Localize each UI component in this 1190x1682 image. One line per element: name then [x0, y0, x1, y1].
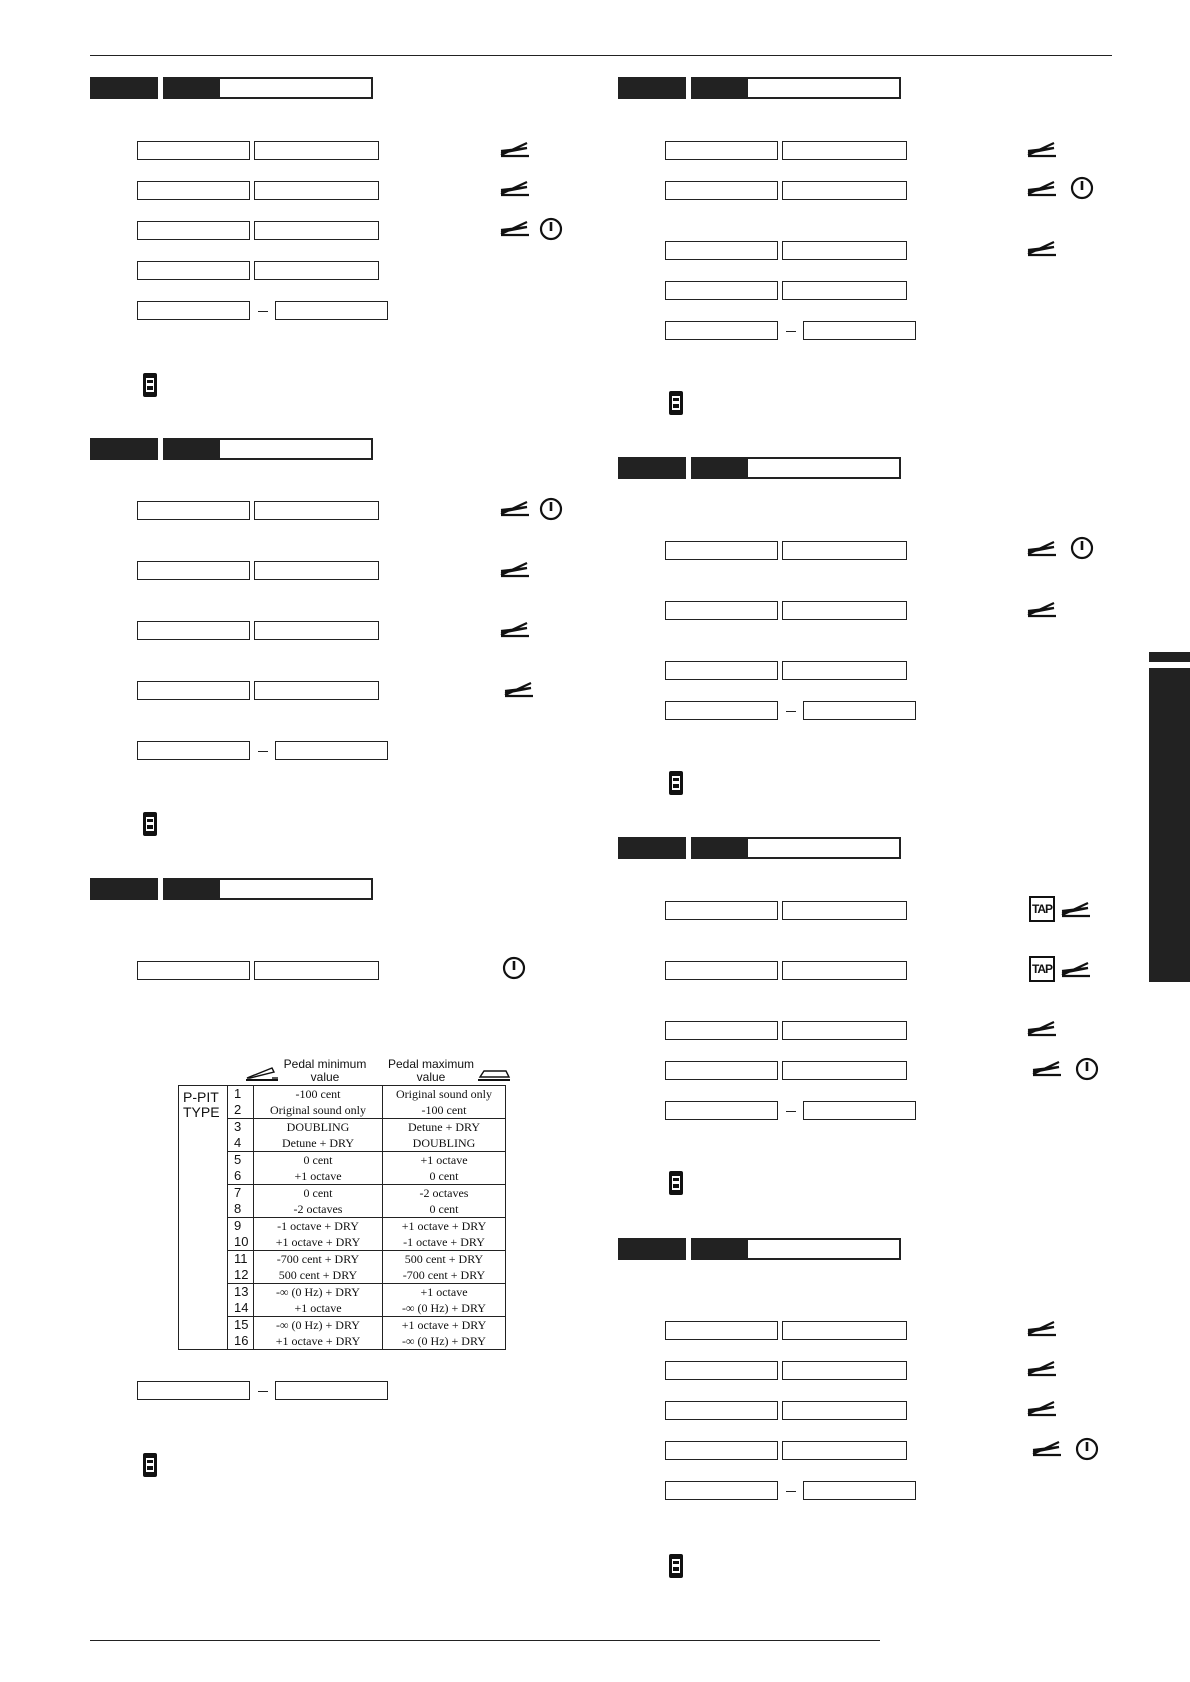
- range-max-box: [803, 1101, 916, 1120]
- table-row: [179, 1218, 506, 1251]
- table-row: [179, 1251, 506, 1284]
- param-box: [137, 141, 250, 160]
- param-box: [665, 1321, 778, 1340]
- range-min-box: [665, 321, 778, 340]
- range-dash: [258, 1391, 268, 1392]
- pedal-control-icon: [499, 140, 531, 158]
- param-box: [665, 1441, 778, 1460]
- table-min-cell: -700 cent + DRY 500 cent + DRY: [254, 1251, 383, 1284]
- side-index-tab: [1149, 668, 1190, 982]
- param-value-box: [782, 1061, 907, 1080]
- table-min-cell: -∞ (0 Hz) + DRY +1 octave + DRY: [254, 1317, 383, 1350]
- table-max-cell: +1 octave + DRY -∞ (0 Hz) + DRY: [383, 1317, 506, 1350]
- param-value-box: [782, 1321, 907, 1340]
- param-box: [137, 501, 250, 520]
- param-box: [137, 961, 250, 980]
- pedal-control-icon: [1031, 1439, 1063, 1457]
- footswitch-icon: [141, 811, 159, 837]
- pedal-control-icon: [1026, 1399, 1058, 1417]
- pedal-heel-down-icon: [244, 1064, 280, 1082]
- footswitch-icon: [667, 390, 685, 416]
- table-max-cell: +1 octave 0 cent: [383, 1152, 506, 1185]
- pedal-control-icon: [499, 499, 531, 517]
- param-value-box: [254, 681, 379, 700]
- pedal-control-icon: [1060, 900, 1092, 918]
- range-max-box: [275, 741, 388, 760]
- table-max-cell: +1 octave + DRY -1 octave + DRY: [383, 1218, 506, 1251]
- range-dash: [258, 751, 268, 752]
- range-max-box: [803, 701, 916, 720]
- pedal-control-icon: [1060, 960, 1092, 978]
- param-box: [665, 901, 778, 920]
- param-box: [665, 281, 778, 300]
- param-box: [665, 241, 778, 260]
- pedal-control-icon: [499, 560, 531, 578]
- footswitch-icon: [141, 372, 159, 398]
- param-value-box: [782, 1021, 907, 1040]
- range-dash: [786, 331, 796, 332]
- param-value-box: [782, 601, 907, 620]
- param-box: [665, 181, 778, 200]
- param-value-box: [782, 1441, 907, 1460]
- param-value-box: [782, 901, 907, 920]
- pedal-control-icon: [499, 219, 531, 237]
- param-value-box: [782, 541, 907, 560]
- param-box: [665, 661, 778, 680]
- range-dash: [786, 1111, 796, 1112]
- pedal-control-icon: [503, 680, 535, 698]
- table-min-cell: 0 cent -2 octaves: [254, 1185, 383, 1218]
- param-value-box: [782, 181, 907, 200]
- param-box: [665, 541, 778, 560]
- param-box: [665, 1061, 778, 1080]
- table-max-cell: 500 cent + DRY -700 cent + DRY: [383, 1251, 506, 1284]
- side-index-tab-top: [1149, 652, 1190, 662]
- pedal-toe-down-icon: [476, 1066, 512, 1082]
- param-box: [665, 1401, 778, 1420]
- table-row: [179, 1119, 506, 1152]
- param-box: [137, 621, 250, 640]
- table-max-cell: Original sound only -100 cent: [383, 1086, 506, 1119]
- ppit-type-table: [178, 1085, 506, 1350]
- table-row-type: [179, 1086, 506, 1119]
- pedal-control-icon: [1031, 1059, 1063, 1077]
- pedal-max-label: Pedal maximum value: [387, 1057, 475, 1084]
- param-value-box: [254, 961, 379, 980]
- param-value-box: [782, 281, 907, 300]
- footswitch-icon: [141, 1452, 159, 1478]
- table-num-cell: 5 6: [228, 1152, 254, 1185]
- range-dash: [258, 311, 268, 312]
- range-dash: [786, 1491, 796, 1492]
- pedal-control-icon: [499, 620, 531, 638]
- range-max-box: [275, 1381, 388, 1400]
- param-box: [665, 601, 778, 620]
- knob-icon: [1075, 1057, 1099, 1081]
- table-type-label: P-PIT TYPE: [179, 1086, 228, 1350]
- table-max-cell: +1 octave -∞ (0 Hz) + DRY: [383, 1284, 506, 1317]
- footswitch-icon: [667, 1170, 685, 1196]
- table-min-cell: -∞ (0 Hz) + DRY +1 octave: [254, 1284, 383, 1317]
- pedal-control-icon: [1026, 1319, 1058, 1337]
- param-box: [137, 561, 250, 580]
- param-box: [665, 1361, 778, 1380]
- bottom-rule: [90, 1640, 880, 1641]
- range-max-box: [275, 301, 388, 320]
- range-min-box: [137, 1381, 250, 1400]
- range-min-box: [137, 741, 250, 760]
- pedal-control-icon: [1026, 239, 1058, 257]
- table-row: [179, 1185, 506, 1218]
- range-max-box: [803, 321, 916, 340]
- param-box: [137, 261, 250, 280]
- param-value-box: [782, 241, 907, 260]
- param-value-box: [254, 501, 379, 520]
- range-min-box: [665, 701, 778, 720]
- table-row: [179, 1284, 506, 1317]
- range-max-box: [803, 1481, 916, 1500]
- param-box: [665, 1021, 778, 1040]
- range-min-box: [137, 301, 250, 320]
- table-num-cell: 7 8: [228, 1185, 254, 1218]
- param-value-box: [254, 141, 379, 160]
- pedal-min-label: Pedal minimum value: [283, 1057, 367, 1084]
- table-min-cell: DOUBLING Detune + DRY: [254, 1119, 383, 1152]
- table-min-cell: -100 cent Original sound only: [254, 1086, 383, 1119]
- range-dash: [786, 711, 796, 712]
- tap-icon: TAP: [1029, 956, 1055, 982]
- param-box: [137, 221, 250, 240]
- footswitch-icon: [667, 1553, 685, 1579]
- table-row: [179, 1317, 506, 1350]
- table-num-cell: 3 4: [228, 1119, 254, 1152]
- footswitch-icon: [667, 770, 685, 796]
- table-min-cell: 0 cent +1 octave: [254, 1152, 383, 1185]
- param-value-box: [782, 1361, 907, 1380]
- pedal-control-icon: [1026, 539, 1058, 557]
- table-row: [179, 1152, 506, 1185]
- range-min-box: [665, 1481, 778, 1500]
- table-max-cell: Detune + DRY DOUBLING: [383, 1119, 506, 1152]
- knob-icon: [1070, 176, 1094, 200]
- table-num-cell: 15 16: [228, 1317, 254, 1350]
- pedal-control-icon: [499, 179, 531, 197]
- knob-icon: [1075, 1437, 1099, 1461]
- range-min-box: [665, 1101, 778, 1120]
- knob-icon: [539, 497, 563, 521]
- param-value-box: [782, 661, 907, 680]
- tap-icon: TAP: [1029, 896, 1055, 922]
- table-num-cell: 11 12: [228, 1251, 254, 1284]
- table-min-cell: -1 octave + DRY +1 octave + DRY: [254, 1218, 383, 1251]
- param-box: [665, 141, 778, 160]
- pedal-control-icon: [1026, 140, 1058, 158]
- pedal-control-icon: [1026, 600, 1058, 618]
- param-value-box: [254, 621, 379, 640]
- param-value-box: [254, 561, 379, 580]
- knob-icon: [502, 956, 526, 980]
- param-value-box: [254, 181, 379, 200]
- table-max-cell: -2 octaves 0 cent: [383, 1185, 506, 1218]
- param-value-box: [782, 961, 907, 980]
- param-value-box: [254, 261, 379, 280]
- table-num-cell: 9 10: [228, 1218, 254, 1251]
- param-box: [665, 961, 778, 980]
- knob-icon: [1070, 536, 1094, 560]
- param-box: [137, 181, 250, 200]
- pedal-control-icon: [1026, 1359, 1058, 1377]
- pedal-control-icon: [1026, 1019, 1058, 1037]
- param-value-box: [782, 141, 907, 160]
- pedal-control-icon: [1026, 179, 1058, 197]
- param-box: [137, 681, 250, 700]
- knob-icon: [539, 217, 563, 241]
- top-rule: [90, 55, 1112, 56]
- param-value-box: [254, 221, 379, 240]
- param-value-box: [782, 1401, 907, 1420]
- table-num-cell: 13 14: [228, 1284, 254, 1317]
- table-num-cell: 1 2: [228, 1086, 254, 1119]
